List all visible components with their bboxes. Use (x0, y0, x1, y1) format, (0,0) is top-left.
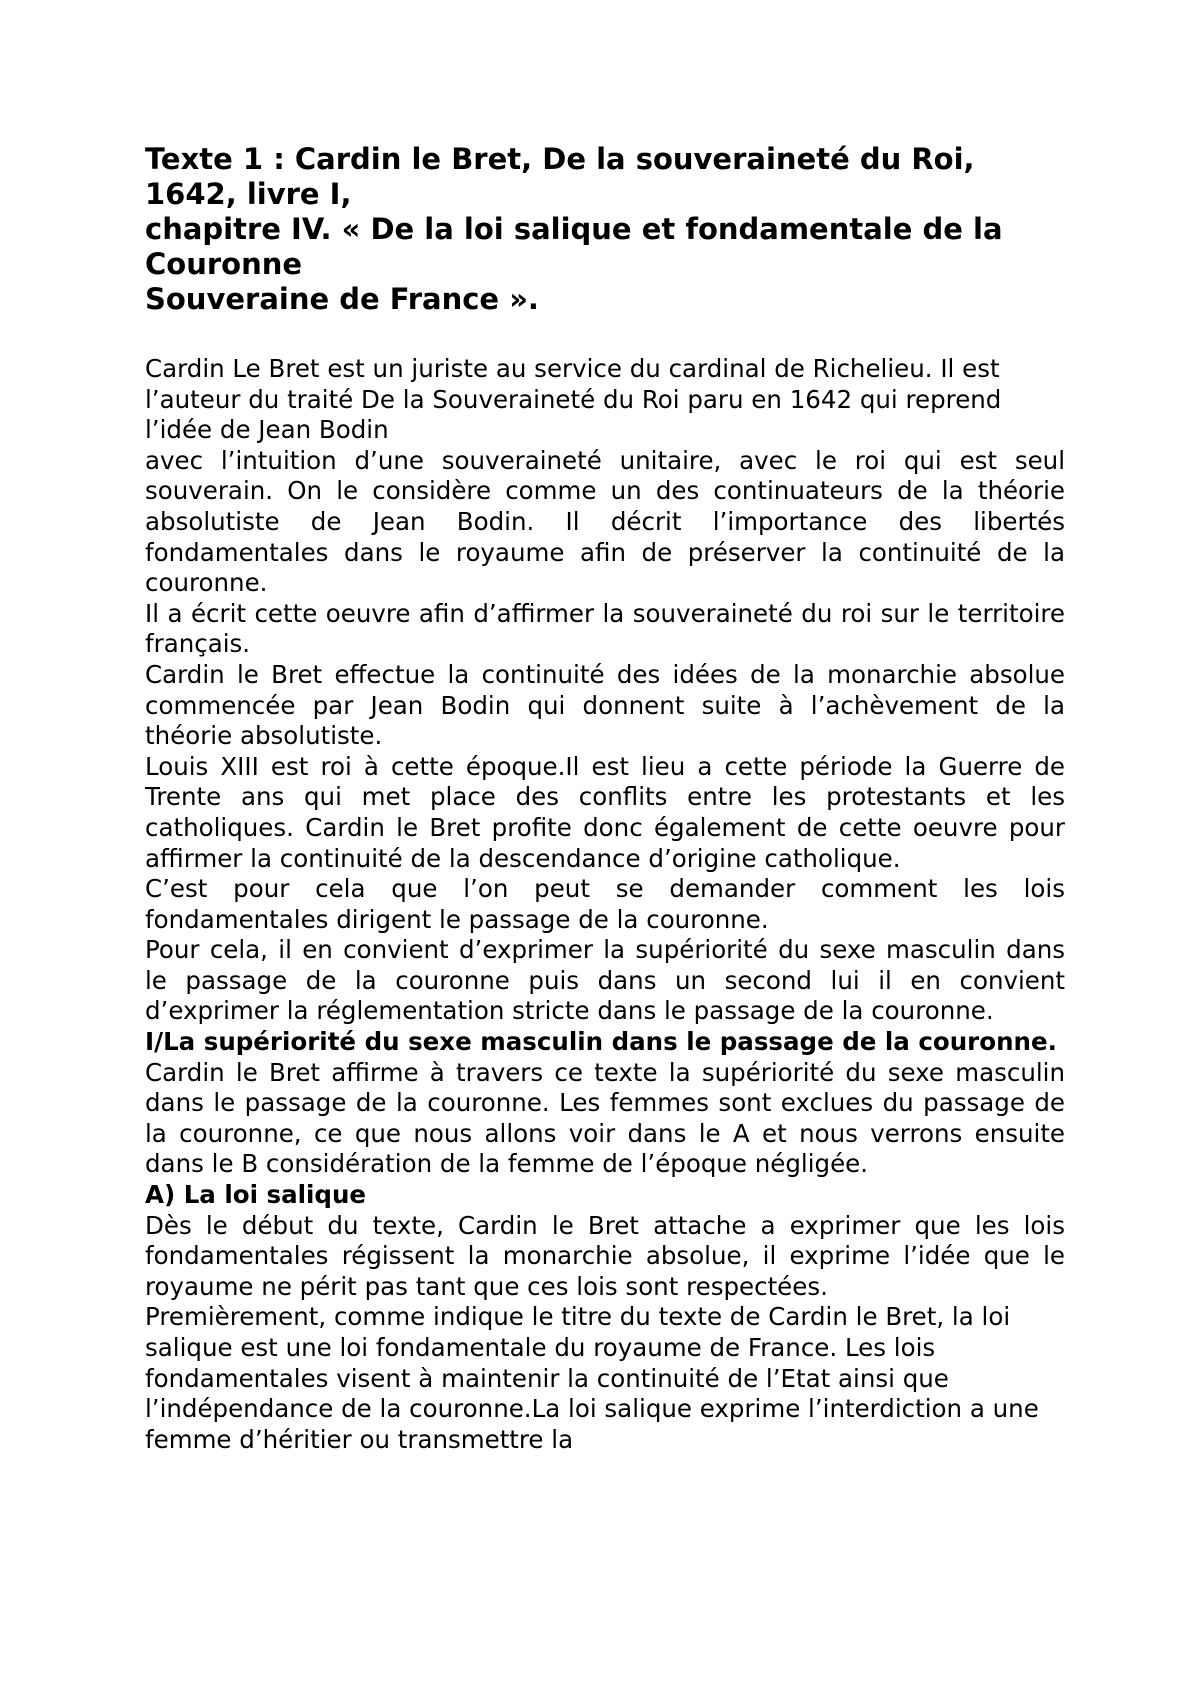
paragraph: Cardin le Bret effectue la continuité des idées de la monarchie absolue commencée par Jean Bodin qui donnent suite à l’achèvement de la théorie absolutiste. (145, 659, 1065, 751)
section-heading: I/La supériorité du sexe masculin dans le passage de la couronne. (145, 1027, 1057, 1057)
document-body (145, 354, 1065, 1455)
section-paragraph: Cardin le Bret affirme à travers ce texte la supériorité du sexe masculin dans le passage de la couronne. Les femmes sont exclues du passage de la couronne, ce que nous allons voir dans le A et nous verrons ensuite dans le B considération de la femme de l’époque négligée. (145, 1057, 1065, 1179)
subsection-paragraph: Premièrement, comme indique le titre du texte de Cardin le Bret, la loi salique est une loi fondamentale du royaume de France. Les lois fondamentales visent à maintenir la continuité de l’Etat ainsi que l’indépendance de la couronne.La loi salique exprime l’interdiction a une femme d’héritier ou transmettre la (145, 1302, 1039, 1454)
subsection-paragraph: Dès le début du texte, Cardin le Bret attache a exprimer que les lois fondamentales régissent la monarchie absolue, il exprime l’idée que le royaume ne périt pas tant que ces lois sont respectées. (145, 1210, 1065, 1301)
subsection-heading: A) La loi salique (145, 1180, 367, 1210)
paragraph: C’est pour cela que l’on peut se demander comment les lois fondamentales dirigent le passage de la couronne. (145, 874, 1065, 934)
title-line: chapitre IV. « De la loi salique et fondamentale de la Couronne (145, 212, 1003, 281)
document-page (145, 142, 1065, 1455)
paragraph: Louis XIII est roi à cette époque.Il est lieu a cette période la Guerre de Trente ans qui met place des conflits entre les protestants et les catholiques. Cardin le Bret profite donc également de cette oeuvre pour affirmer la continuité de la descendance d’origine catholique. (145, 751, 1065, 873)
title-line: Souveraine de France ». (145, 282, 539, 316)
document-title (145, 142, 1065, 317)
paragraph: Pour cela, il en convient d’exprimer la supériorité du sexe masculin dans le passage de la couronne puis dans un second lui il en convient d’exprimer la réglementation stricte dans le passage de la couronne. (145, 935, 1065, 1026)
intro-paragraph-2: avec l’intuition d’une souveraineté unitaire, avec le roi qui est seul souverain. On le considère comme un des continuateurs de la théorie absolutiste de Jean Bodin. Il décrit l’importance des libertés fondamentales dans le royaume afin de préserver la continuité de la couronne. (145, 445, 1065, 598)
title-line: Texte 1 : Cardin le Bret, De la souveraineté du Roi, 1642, livre I, (145, 142, 975, 211)
paragraph: Il a écrit cette oeuvre afin d’affirmer la souveraineté du roi sur le territoire français. (145, 598, 1065, 659)
intro-paragraph-1: Cardin Le Bret est un juriste au service du cardinal de Richelieu. Il est l’auteur du traité De la Souveraineté du Roi paru en 1642 qui reprend l’idée de Jean Bodin (145, 354, 1002, 445)
